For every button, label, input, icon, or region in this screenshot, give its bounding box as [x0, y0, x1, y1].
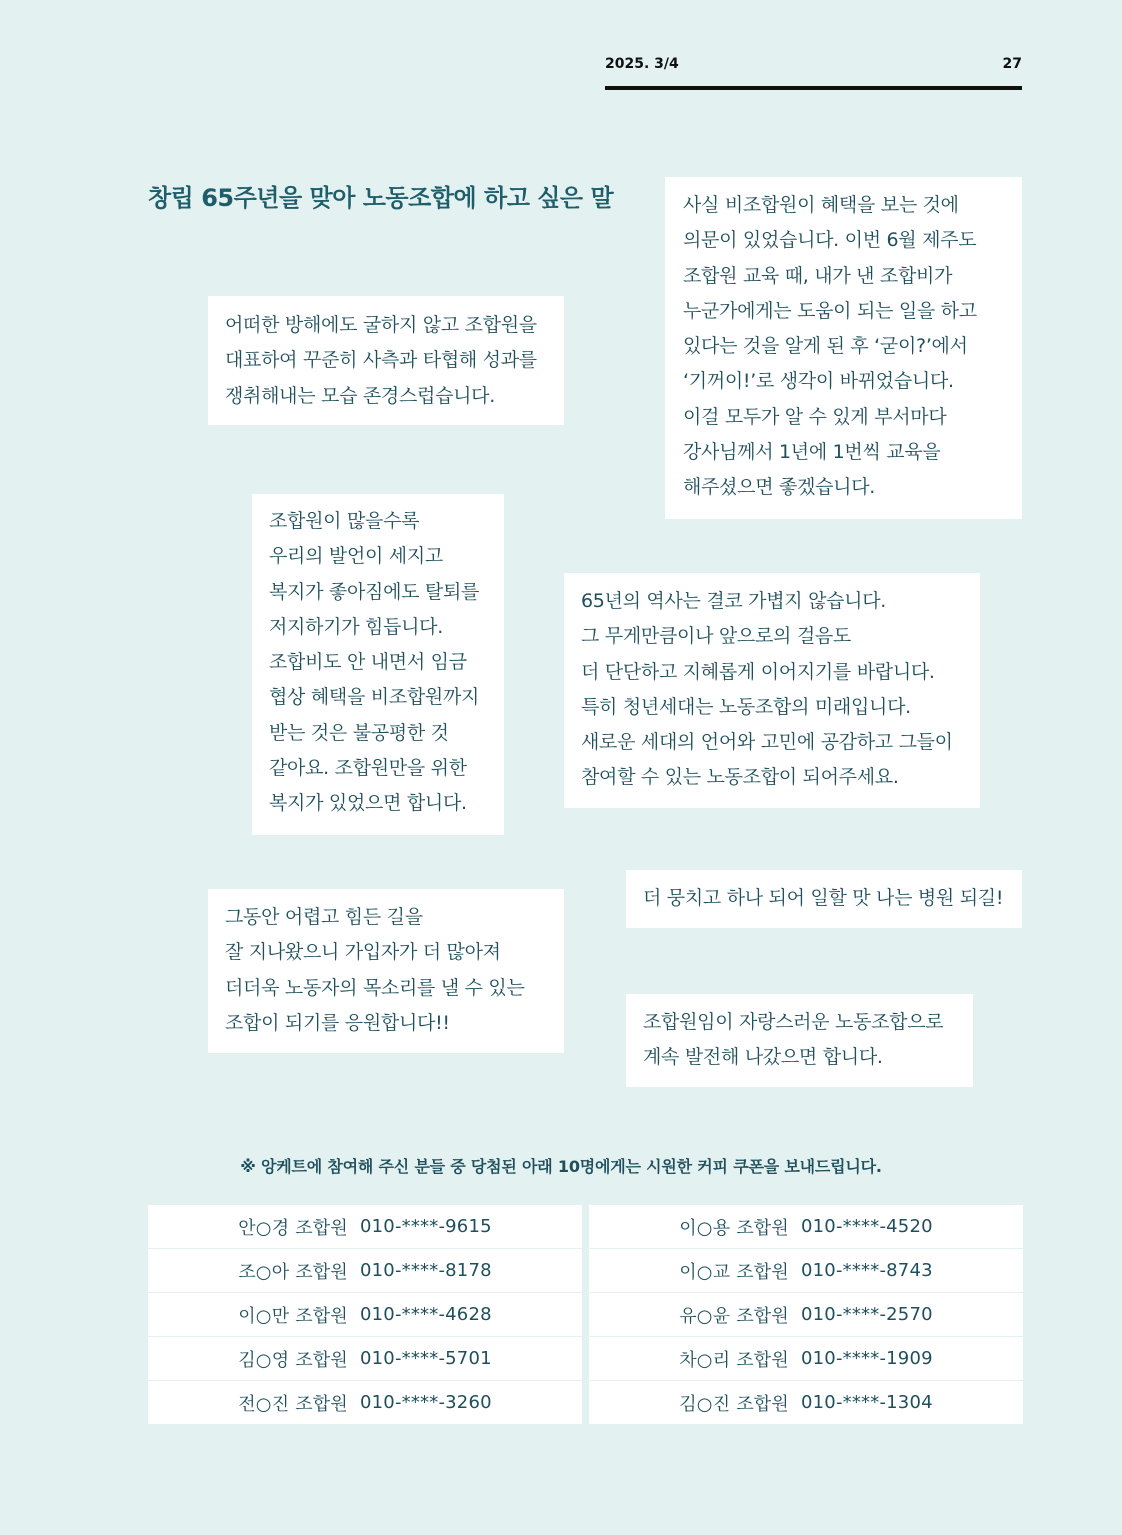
winner-row — [589, 1381, 1023, 1424]
card-line: ‘기꺼이!’로 생각이 바뀌었습니다. — [683, 370, 954, 393]
winner-name: 이○교 조합원 — [679, 1261, 789, 1283]
winner-phone: 010-****-4628 — [360, 1304, 492, 1325]
card-line: 65년의 역사는 결코 가볍지 않습니다. — [581, 590, 887, 612]
card-line: 계속 발전해 나갔으면 합니다. — [643, 1046, 883, 1069]
card-line: 우리의 발언이 세지고 — [269, 545, 443, 568]
comment-card-6 — [626, 870, 1022, 928]
card-line: 특히 청년세대는 노동조합의 미래입니다. — [581, 695, 911, 718]
card-line: 해주셨으면 좋겠습니다. — [683, 476, 876, 499]
card-line: 쟁취해내는 모습 존경스럽습니다. — [225, 384, 495, 407]
page-header — [605, 56, 1022, 90]
card-line: 더 뭉치고 하나 되어 일할 맛 나는 병원 되길! — [643, 887, 1004, 909]
card-line: 사실 비조합원이 혜택을 보는 것에 — [683, 194, 959, 216]
card-line: 잘 지나왔으니 가입자가 더 많아져 — [225, 941, 501, 964]
winner-row — [148, 1381, 582, 1424]
card-line: 그동안 어렵고 힘든 길을 — [225, 906, 423, 928]
card-line: 참여할 수 있는 노동조합이 되어주세요. — [581, 766, 899, 789]
card-line: 조합원이 많을수록 — [269, 510, 420, 532]
winner-name: 김○진 조합원 — [679, 1393, 789, 1415]
winner-phone: 010-****-2570 — [801, 1304, 933, 1325]
card-line: 누군가에게는 도움이 되는 일을 하고 — [683, 299, 977, 322]
winner-name: 전○진 조합원 — [238, 1393, 348, 1415]
page-number: 27 — [1002, 56, 1022, 72]
card-line: 이걸 모두가 알 수 있게 부서마다 — [683, 405, 947, 428]
winner-row — [148, 1293, 582, 1336]
winner-phone: 010-****-9615 — [360, 1216, 492, 1237]
comment-card-1 — [208, 296, 564, 425]
card-line: 조합비도 안 내면서 임금 — [269, 651, 467, 674]
winner-phone: 010-****-8178 — [360, 1260, 492, 1281]
winner-row — [589, 1205, 1023, 1248]
winner-row — [148, 1249, 582, 1292]
card-line: 더더욱 노동자의 목소리를 낼 수 있는 — [225, 976, 525, 999]
card-line: 조합이 되기를 응원합니다!! — [225, 1011, 450, 1034]
card-line: 더 단단하고 지혜롭게 이어지기를 바랍니다. — [581, 660, 935, 683]
winner-name: 유○윤 조합원 — [679, 1305, 789, 1327]
winner-name: 안○경 조합원 — [238, 1217, 348, 1239]
page-title: 창립 65주년을 맞아 노동조합에 하고 싶은 말 — [148, 184, 614, 212]
card-line: 의문이 있었습니다. 이번 6월 제주도 — [683, 229, 977, 252]
card-line: 조합원임이 자랑스러운 노동조합으로 — [643, 1011, 944, 1033]
winner-row — [148, 1337, 582, 1380]
winner-name: 차○리 조합원 — [679, 1349, 789, 1371]
card-line: 받는 것은 불공평한 것 — [269, 721, 449, 744]
card-line: 그 무게만큼이나 앞으로의 걸음도 — [581, 625, 851, 648]
winner-phone: 010-****-1909 — [801, 1348, 933, 1369]
winner-phone: 010-****-8743 — [801, 1260, 933, 1281]
comment-card-4 — [564, 573, 980, 808]
comment-card-2 — [665, 177, 1022, 519]
winners-table-left — [148, 1205, 582, 1425]
winner-phone: 010-****-1304 — [801, 1392, 933, 1413]
card-line: 새로운 세대의 언어와 고민에 공감하고 그들이 — [581, 731, 953, 754]
winner-row — [589, 1293, 1023, 1336]
card-line: 협상 혜택을 비조합원까지 — [269, 686, 480, 709]
card-line: 저지하기가 힘듭니다. — [269, 615, 443, 638]
prize-notice: ※ 앙케트에 참여해 주신 분들 중 당첨된 아래 10명에게는 시원한 커피 쿠폰을 보내드립니다. — [240, 1157, 882, 1176]
winner-row — [148, 1205, 582, 1248]
card-line: 조합원 교육 때, 내가 낸 조합비가 — [683, 264, 953, 287]
card-line: 같아요. 조합원만을 위한 — [269, 757, 467, 780]
card-line: 있다는 것을 알게 된 후 ‘굳이?’에서 — [683, 335, 968, 358]
comment-card-3 — [252, 494, 504, 835]
winner-row — [589, 1337, 1023, 1380]
winner-phone: 010-****-5701 — [360, 1348, 492, 1369]
winner-name: 이○용 조합원 — [679, 1217, 789, 1239]
winner-phone: 010-****-3260 — [360, 1392, 492, 1413]
winner-phone: 010-****-4520 — [801, 1216, 933, 1237]
card-line: 복지가 있었으면 합니다. — [269, 792, 467, 815]
issue-date: 2025. 3/4 — [605, 56, 679, 72]
winner-name: 김○영 조합원 — [238, 1349, 348, 1371]
card-line: 복지가 좋아짐에도 탈퇴를 — [269, 580, 480, 603]
winner-row — [589, 1249, 1023, 1292]
winner-name: 조○아 조합원 — [238, 1261, 348, 1283]
winner-name: 이○만 조합원 — [238, 1305, 348, 1327]
comment-card-7 — [626, 994, 973, 1087]
comment-card-5 — [208, 889, 564, 1053]
card-line: 강사님께서 1년에 1번씩 교육을 — [683, 441, 941, 464]
card-line: 대표하여 꾸준히 사측과 타협해 성과를 — [225, 349, 537, 372]
card-line: 어떠한 방해에도 굴하지 않고 조합원을 — [225, 314, 537, 336]
winners-table-right — [589, 1205, 1023, 1425]
